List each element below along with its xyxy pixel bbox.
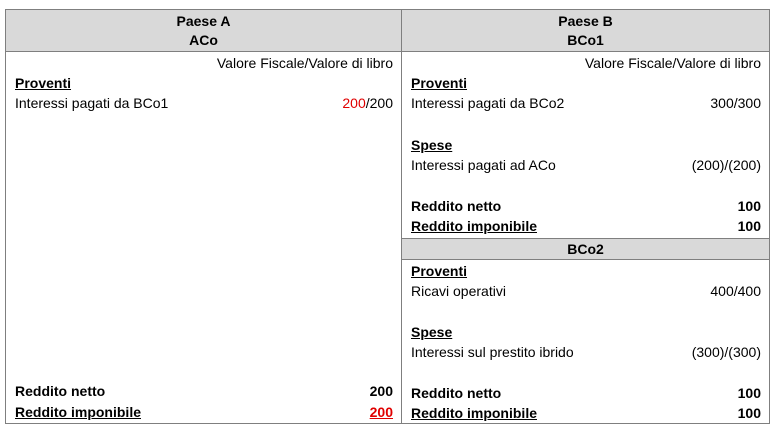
country-b-entity: BCo1: [567, 32, 604, 48]
bco2-net-income-row: [411, 384, 761, 402]
country-a-header: [6, 10, 401, 52]
bco2-income-title-row: [411, 262, 761, 280]
country-a-income-row: [15, 94, 393, 112]
country-a-entity: ACo: [189, 32, 218, 48]
value-caption: Valore Fiscale/Valore di libro: [584, 55, 761, 71]
bco1-net-income-row: [411, 197, 761, 215]
country-a-net-income-row: [15, 382, 393, 400]
expense-value: (200)/(200): [691, 157, 761, 173]
country-a-income-title-row: [15, 74, 393, 92]
taxable-income-value: 100: [737, 405, 761, 421]
bco2-expense-row: [411, 343, 761, 361]
expense-label: Interessi pagati ad ACo: [411, 157, 556, 173]
income-label: Ricavi operativi: [411, 283, 506, 299]
income-value: 400/400: [710, 283, 761, 299]
income-value-rest: /200: [365, 95, 393, 111]
net-income-value: 200: [369, 383, 393, 399]
bco2-expense-title-row: [411, 323, 761, 341]
bco1-taxable-income-row: [411, 217, 761, 235]
country-b-column: [402, 10, 769, 423]
tax-comparison-table: [5, 9, 770, 424]
country-b-header: [402, 10, 769, 52]
country-a-name: Paese A: [176, 13, 231, 29]
expense-value: (300)/(300): [691, 344, 761, 360]
income-value-highlight: 200: [342, 95, 366, 111]
country-b-name: Paese B: [558, 13, 613, 29]
value-caption: Valore Fiscale/Valore di libro: [216, 55, 393, 71]
net-income-label: Reddito netto: [411, 198, 502, 214]
taxable-income-label: Reddito imponibile: [411, 218, 537, 234]
income-title: Proventi: [411, 263, 468, 279]
bco1-expense-title-row: [411, 136, 761, 154]
expense-title: Spese: [411, 137, 453, 153]
country-a-column: [6, 10, 402, 423]
income-label: Interessi pagati da BCo2: [411, 95, 565, 111]
bco2-taxable-income-row: [411, 404, 761, 422]
bco2-income-row: [411, 282, 761, 300]
country-b-value-caption-row: [411, 54, 761, 72]
taxable-income-label: Reddito imponibile: [15, 404, 141, 420]
income-value: 300/300: [710, 95, 761, 111]
country-a-value-caption-row: [15, 54, 393, 72]
bco2-header: BCo2: [402, 238, 769, 260]
income-value: [342, 94, 393, 112]
income-title: Proventi: [15, 75, 72, 91]
net-income-value: 100: [737, 385, 761, 401]
income-label: Interessi pagati da BCo1: [15, 95, 169, 111]
income-title: Proventi: [411, 75, 468, 91]
net-income-label: Reddito netto: [15, 383, 106, 399]
taxable-income-value: 200: [369, 404, 393, 420]
net-income-label: Reddito netto: [411, 385, 502, 401]
expense-title: Spese: [411, 324, 453, 340]
bco1-expense-row: [411, 156, 761, 174]
country-a-taxable-income-row: [15, 403, 393, 421]
taxable-income-label: Reddito imponibile: [411, 405, 537, 421]
bco1-income-row: [411, 94, 761, 112]
expense-label: Interessi sul prestito ibrido: [411, 344, 574, 360]
net-income-value: 100: [737, 198, 761, 214]
taxable-income-value: 100: [737, 218, 761, 234]
bco1-income-title-row: [411, 74, 761, 92]
